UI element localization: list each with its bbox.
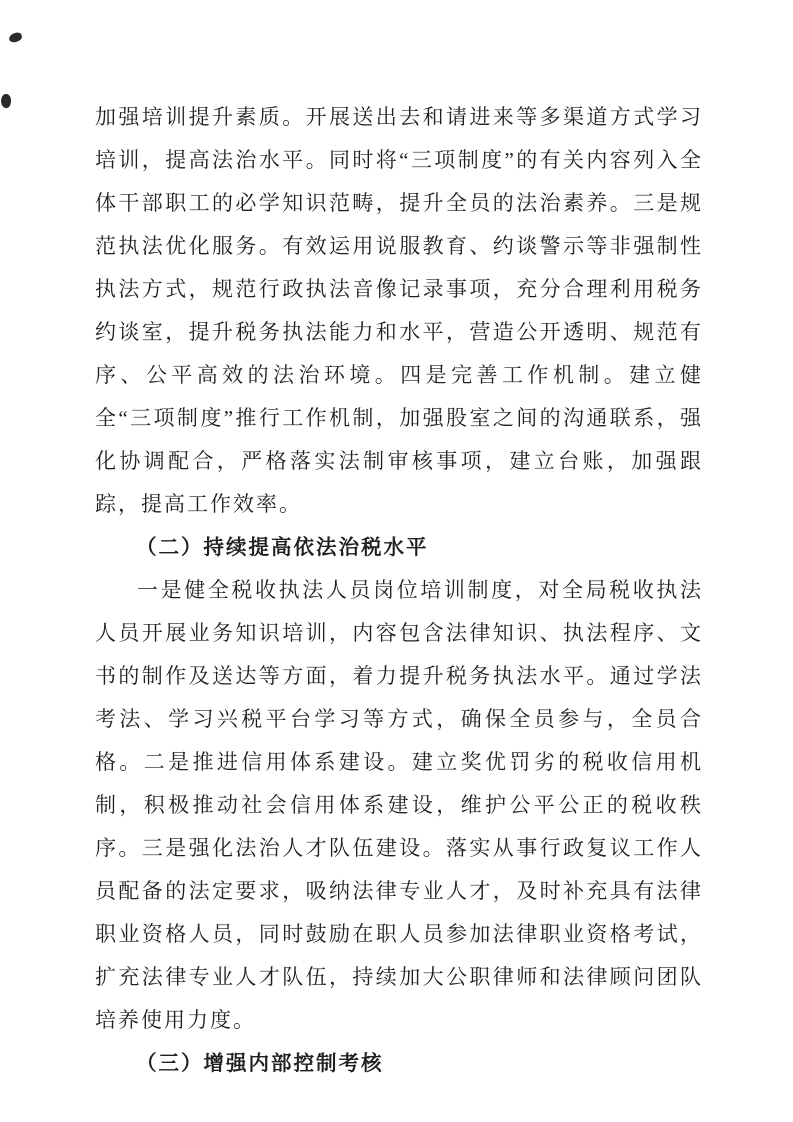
section-heading-two: （二）持续提高依法治税水平 bbox=[136, 536, 429, 559]
section-heading-three: （三）增强内部控制考核 bbox=[136, 1052, 384, 1075]
paragraph: 一是健全税收执法人员岗位培训制度，对全局税收执法人员开展业务知识培训，内容包含法律知识、执法程序、文书的制作及送达等方面，着力提升税务执法水平。通过学法考法、学习兴税平台学习等方式，确保全员参与，全员合格。二是推进信用体系建设。建立奖优罚劣的税收信用机制，积极推动社会信用体系建设，维护公平公正的税收秩序。三是强化法治人才队伍建设。落实从事行政复议工作人员配备的法定要求，吸纳法律专业人才，及时补充具有法律职业资格人员，同时鼓励在职人员参加法律职业资格考试，扩充法律专业人才队伍，持续加大公职律师和法律顾问团队培养使用力度。 bbox=[95, 578, 703, 1032]
paragraph-continuation: 加强培训提升素质。开展送出去和请进来等多渠道方式学习培训，提高法治水平。同时将“三项制度”的有关内容列入全体干部职工的必学知识范畴，提升全员的法治素养。三是规范执法优化服务。有效运用说服教育、约谈警示等非强制性执法方式，规范行政执法音像记录事项，充分合理利用税务约谈室，提升税务执法能力和水平，营造公开透明、规范有序、公平高效的法治环境。四是完善工作机制。建立健全“三项制度”推行工作机制，加强股室之间的沟通联系，强化协调配合，严格落实法制审核事项，建立台账，加强跟踪，提高工作效率。 bbox=[95, 105, 703, 516]
document-body bbox=[95, 96, 703, 1085]
scan-artifact-speck bbox=[0, 93, 12, 108]
scan-artifact-speck bbox=[8, 32, 23, 44]
